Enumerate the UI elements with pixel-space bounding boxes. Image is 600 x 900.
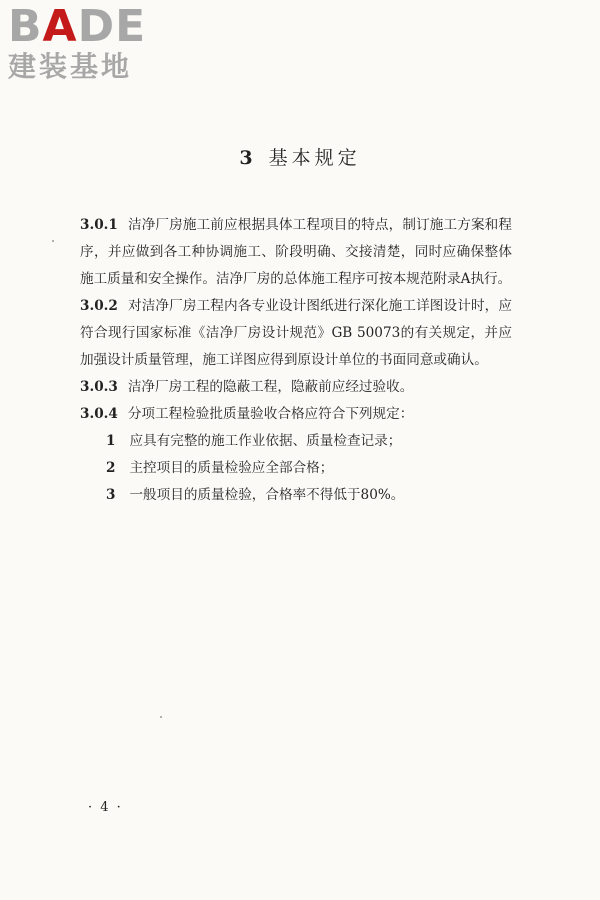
watermark-brand-accent: A	[42, 1, 78, 52]
page-number: · 4 ·	[88, 800, 123, 815]
clause-number: 3.0.2	[80, 298, 118, 314]
bade-watermark-logo	[8, 1, 178, 84]
item-number: 3	[106, 487, 116, 503]
clause-text: 洁净厂房施工前应根据具体工程项目的特点，制订施工方案和程序，并应做到各工种协调施工、阶段明确、交接清楚，同时应确保整体施工质量和安全操作。洁净厂房的总体施工程序可按本规范附录A执行。	[80, 217, 512, 287]
chapter-title-text: 基本规定	[268, 147, 361, 169]
chapter-number: 3	[239, 147, 257, 169]
item-number: 1	[106, 433, 116, 449]
list-item	[80, 455, 512, 482]
watermark-brand-post: DE	[77, 1, 147, 52]
list-item	[80, 428, 512, 455]
item-text: 应具有完整的施工作业依据、质量检查记录；	[129, 433, 402, 449]
clause-3-0-2	[80, 293, 512, 374]
item-number: 2	[106, 460, 116, 476]
clause-list	[80, 212, 512, 509]
clause-text: 对洁净厂房工程内各专业设计图纸进行深化施工详图设计时，应符合现行国家标准《洁净厂房设计规范》GB 50073的有关规定，并应加强设计质量管理，施工详图应得到原设计单位的书面同意或确认。	[80, 298, 512, 368]
clause-text: 分项工程检验批质量验收合格应符合下列规定：	[127, 406, 414, 422]
clause-3-0-1	[80, 212, 512, 293]
item-text: 一般项目的质量检验，合格率不得低于80%。	[129, 487, 405, 503]
clause-3-0-4	[80, 401, 512, 428]
watermark-brand-pre: B	[8, 1, 43, 52]
chapter-title	[0, 146, 600, 170]
clause-3-0-3	[80, 374, 512, 401]
clause-text: 洁净厂房工程的隐蔽工程，隐蔽前应经过验收。	[127, 379, 414, 395]
clause-number: 3.0.1	[80, 217, 118, 233]
clause-number: 3.0.4	[80, 406, 118, 422]
watermark-subtitle: 建装基地	[8, 50, 133, 83]
clause-number: 3.0.3	[80, 379, 118, 395]
watermark-brand	[8, 1, 178, 52]
item-text: 主控项目的质量检验应全部合格；	[129, 460, 334, 476]
scan-speck	[52, 240, 54, 242]
scan-speck	[160, 716, 162, 718]
list-item	[80, 482, 512, 509]
